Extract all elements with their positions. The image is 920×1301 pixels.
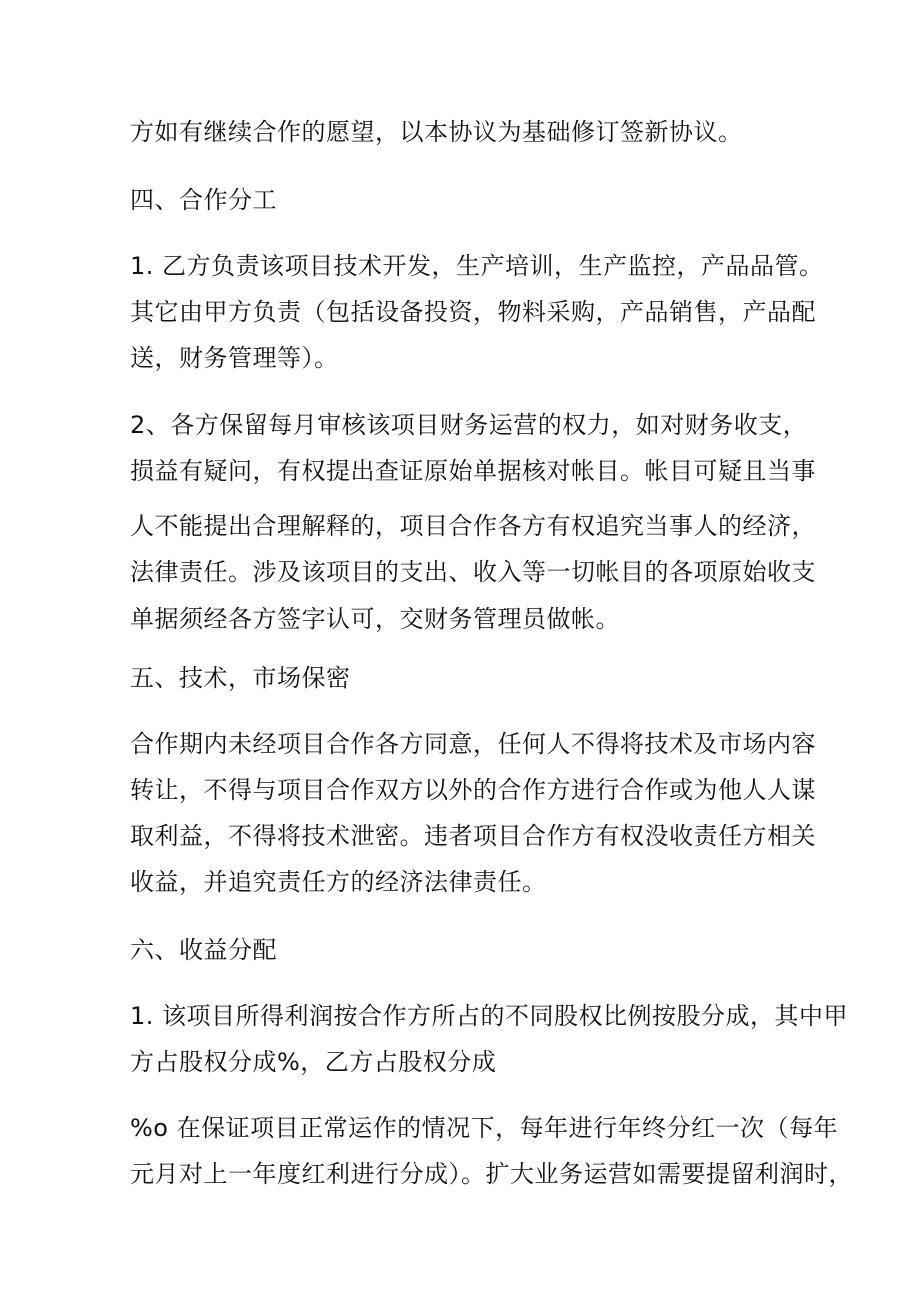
- text-line: 取利益，不得将技术泄密。违者项目合作方有权没收责任方相关: [130, 822, 816, 850]
- section-heading: 六、收益分配: [130, 936, 277, 964]
- text-line: %o 在保证项目正常运作的情况下，每年进行年终分红一次（每年: [130, 1114, 839, 1142]
- section-heading: 四、合作分工: [130, 186, 277, 214]
- text-line: 单据须经各方签字认可，交财务管理员做帐。: [130, 605, 620, 633]
- text-line: 收益，并追究责任方的经济法律责任。: [130, 868, 547, 896]
- text-line: 1. 乙方负责该项目技术开发，生产培训，生产监控，产品品管。: [130, 252, 824, 280]
- text-line: 法律责任。涉及该项目的支出、收入等一切帐目的各项原始收支: [130, 558, 816, 586]
- text-line: 损益有疑问，有权提出查证原始单据核对帐目。帐目可疑且当事: [130, 457, 816, 485]
- text-line: 合作期内未经项目合作各方同意，任何人不得将技术及市场内容: [130, 730, 816, 758]
- text-line: 方占股权分成%，乙方占股权分成: [130, 1048, 497, 1076]
- text-line: 方如有继续合作的愿望，以本协议为基础修订签新协议。: [130, 118, 743, 146]
- text-line: 1. 该项目所得利润按合作方所占的不同股权比例按股分成，其中甲: [130, 1002, 849, 1030]
- text-line: 送，财务管理等）。: [130, 344, 339, 372]
- text-line: 2、各方保留每月审核该项目财务运营的权力，如对财务收支，: [130, 411, 808, 439]
- section-heading: 五、技术，市场保密: [130, 664, 351, 692]
- text-line: 人不能提出合理解释的，项目合作各方有权追究当事人的经济，: [130, 512, 816, 540]
- text-line: 其它由甲方负责（包括设备投资，物料采购，产品销售，产品配: [130, 298, 816, 326]
- text-line: 转让，不得与项目合作双方以外的合作方进行合作或为他人人谋: [130, 776, 816, 804]
- text-line: 元月对上一年度红利进行分成）。扩大业务运营如需要提留利润时，: [130, 1160, 853, 1188]
